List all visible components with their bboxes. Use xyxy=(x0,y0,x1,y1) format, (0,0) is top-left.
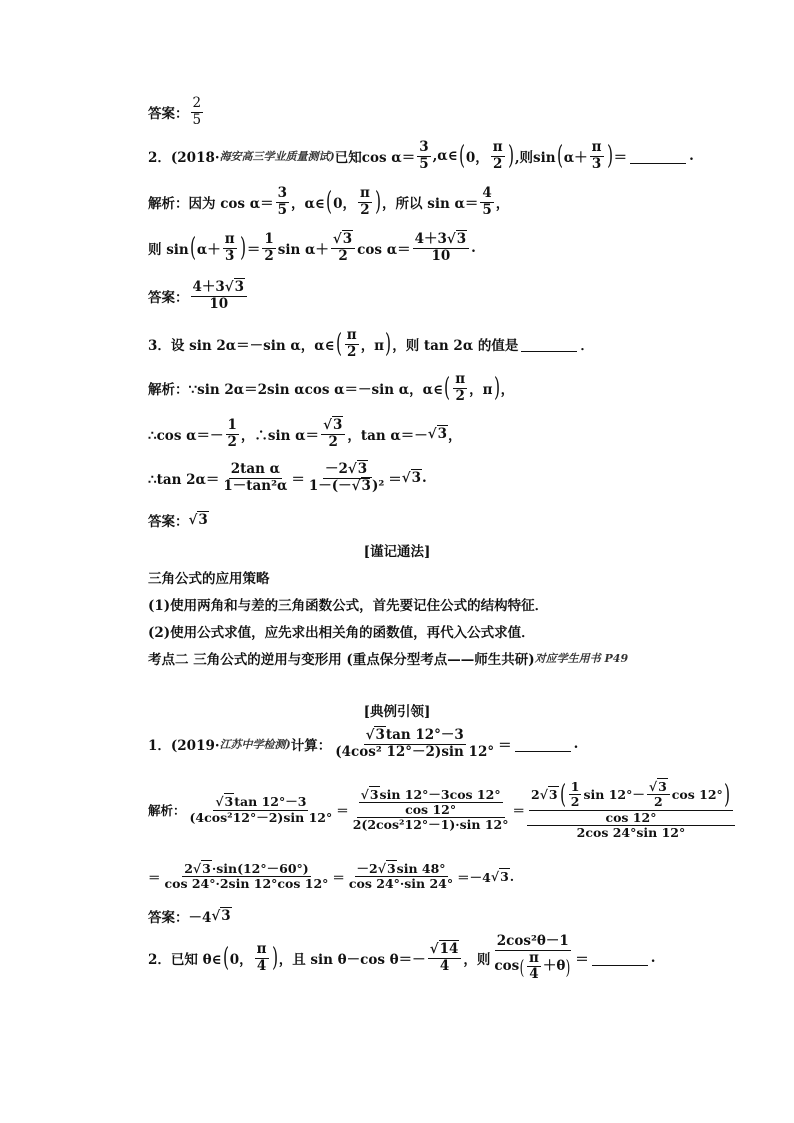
section-title-tips: [谨记通法] xyxy=(363,544,431,560)
example-1: 1．(2019· 江苏中学检测) 计算： $\frac{√3\tan 12^\circ-3}{\text{(4cos² 12°－2)sin 12°}}$ ＝ . xyxy=(148,727,579,760)
solution-3-line-1: 解析： ∵sin 2α＝2sin αcos α＝－sin α，α∈ ( $\frac{\pi}{2}$ ，π ) ， xyxy=(148,371,515,404)
answer-2: 答案： $\frac{4+3√3}{10}$ xyxy=(148,280,249,312)
answer-blank[interactable] xyxy=(630,149,686,164)
solution-2-line-1: 解析： 因为 cos α＝ $\frac{3}{5}$ ，α∈ ( 0， $\frac{\pi}{2}$ ) ，所以 sin α＝ $\frac{4}{5}$ ， xyxy=(148,185,510,218)
solution-2-line-2: 则 sin ( α＋ $\frac{\pi}{3}$ ) ＝ $\frac{1}{2}$ sin α＋ $\frac{√3}{2}$ cos α＝ $\frac{4+3√3}{10}$ . xyxy=(148,231,476,264)
answer-ex1: 答案： －4 √3 xyxy=(148,908,231,926)
solution-ex1-line-2: ＝ $\frac{2√3\cdot\sin(12^\circ-60^\circ)}{\cos 24^\circ\cdot 2\sin 12^\circ\cos 12^\circ}$ ＝ $\frac{-2√3\sin 48^\circ}{\cos 24^\circ\cdot\sin 24^\circ}$ ＝－4 √3 . xyxy=(148,861,515,892)
fraction: $\frac{2}{5}$ xyxy=(192,95,202,128)
example-2: 2．已知 θ∈ ( 0， $\frac{\pi}{4}$ ) ，且 sin θ－cos θ＝－ $\frac{√14}{4}$ ，则 2cos²θ－1 cos ( $\frac{\pi}{4}$ ＋θ ) ＝ . xyxy=(148,933,656,983)
solution-3-line-2: ∴cos α＝－ $\frac{1}{2}$ ，∴sin α＝ $\frac{√3}{2}$ ，tan α＝－ √3 ， xyxy=(148,417,462,450)
answer-blank[interactable] xyxy=(592,951,648,966)
answer-1: 答案： $\frac{2}{5}$ xyxy=(148,95,202,128)
answer-3: 答案： √3 xyxy=(148,512,208,530)
topic-2-heading: 考点二 三角公式的逆用与变形用 (重点保分型考点——师生共研) 对应学生用书 P49 xyxy=(148,652,629,668)
section-title-examples: [典例引领] xyxy=(363,704,431,720)
question-2: 2．(2018· 海安高三学业质量测试) 已知cos α＝ $\frac{3}{5}$ ,α∈ ( 0， $\frac{\pi}{2}$ ) ,则sin ( α＋ $\frac{\pi}{3}$ ) ＝ . xyxy=(148,139,694,172)
answer-blank[interactable] xyxy=(515,737,571,752)
strategy-point-1: (1)使用两角和与差的三角函数公式，首先要记住公式的结构特征． xyxy=(148,598,549,614)
strategy-title: 三角公式的应用策略 xyxy=(148,571,270,587)
solution-ex1-line-1: 解析： $\frac{√3\tan 12^\circ-3}{\text{(4cos²12°－2)sin 12°}}$ ＝ $\frac{\frac{√3\sin 12^\circ-3\cos 12^\circ}{\cos 12^\circ}}{\text{2(2cos²12°－1)·sin 12°}}$ ＝ 2 √3 ( $\frac{1}{2}$ sin 12°－ $\frac{√3}{2}$ cos 12° ) cos 12° 2cos 24°sin 12° xyxy=(148,780,737,841)
answer-blank[interactable] xyxy=(521,337,577,352)
strategy-point-2: (2)使用公式求值，应先求出相关角的函数值，再代入公式求值． xyxy=(148,625,535,641)
question-3: 3．设 sin 2α＝－sin α，α∈ ( $\frac{\pi}{2}$ ，π ) ，则 tan 2α 的值是 ． xyxy=(148,327,594,360)
solution-3-line-3: ∴tan 2α＝ $\frac{\text{2tan α}}{\text{1－tan²α}}$ ＝ $\frac{-2√3}{\text{1－(－√3)²}}$ ＝ √3 . xyxy=(148,461,427,494)
